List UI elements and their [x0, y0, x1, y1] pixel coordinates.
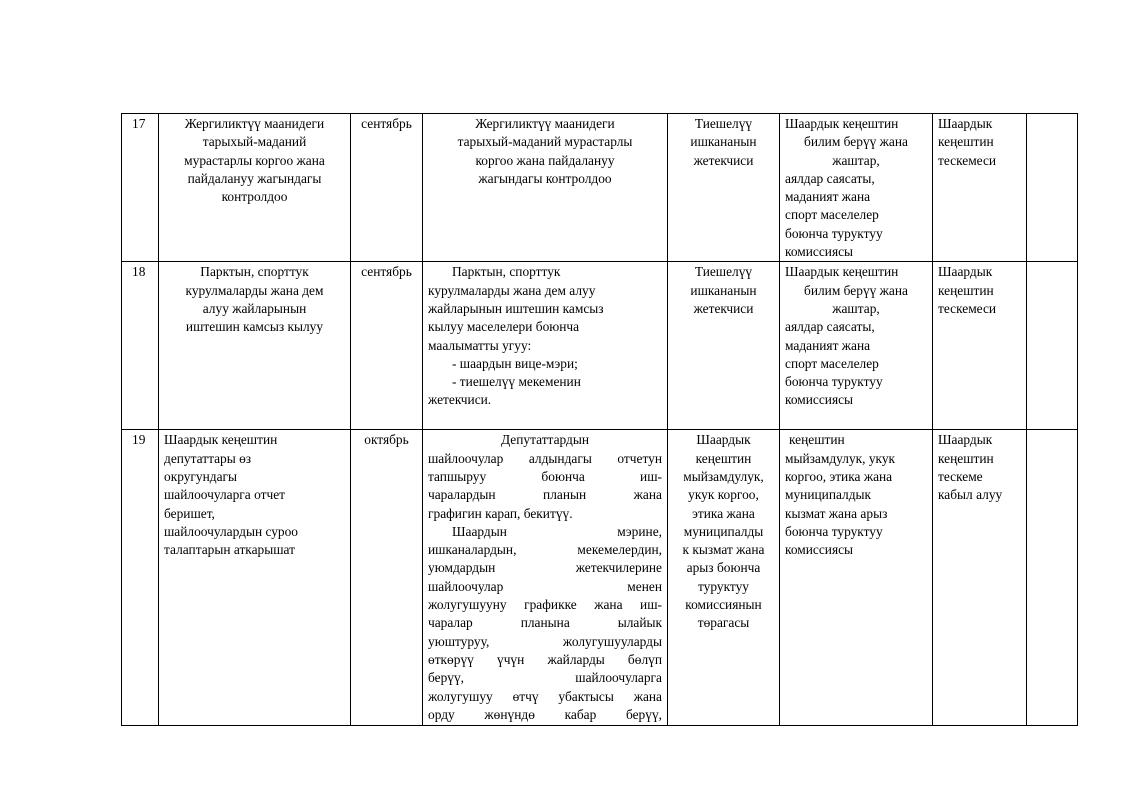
- plan-table: [121, 113, 1078, 726]
- row-number: 19: [122, 430, 159, 726]
- responsible-cell: Тиешелүү ишкананын жетекчиси: [668, 114, 780, 262]
- empty-cell: [1027, 262, 1078, 430]
- row-number: 17: [122, 114, 159, 262]
- table-row: [122, 262, 1078, 430]
- row-number: 18: [122, 262, 159, 430]
- commission-cell: кеңештин мыйзамдулук, укук коргоо, этика жана муниципалдык кызмат жана арыз боюнча туруктуу комиссиясы: [780, 430, 933, 726]
- outcome-cell: Шаардык кеңештин тескемеси: [933, 262, 1027, 430]
- content-cell: Депутаттардын шайлоочулар алдындагы отчетун тапшыруу боюнча иш- чаралардын планын жана графигин карап, бекитүү. Шаардын мэрине, ишканалардын, мекемелердин, уюмдардын жетекчилерине шайлоочулар менен жолугушууну графикке жана иш- чаралар планына ылайык уюштуруу, жолугушууларды өткөрүү үчүн жайларды бөлүп берүү, шайлоочуларга жолугушуу өтчү убактысы жана орду жөнүндө кабар берүү,: [423, 430, 668, 726]
- responsible-cell: Шаардык кеңештин мыйзамдулук, укук коргоо, этика жана муниципалды к кызмат жана арыз боюнча туруктуу комиссиянын төрагасы: [668, 430, 780, 726]
- commission-cell: Шаардык кеңештин билим берүү жана жаштар, аялдар саясаты, маданият жана спорт маселелер боюнча туруктуу комиссиясы: [780, 262, 933, 430]
- responsible-cell: Тиешелүү ишкананын жетекчиси: [668, 262, 780, 430]
- event-name-cell: Шаардык кеңештин депутаттары өз округундагы шайлоочуларга отчет беришет, шайлоочулардын суроо талаптарын аткарышат: [159, 430, 351, 726]
- outcome-cell: Шаардык кеңештин тескемеси: [933, 114, 1027, 262]
- commission-cell: Шаардык кеңештин билим берүү жана жаштар, аялдар саясаты, маданият жана спорт маселелер боюнча туруктуу комиссиясы: [780, 114, 933, 262]
- empty-cell: [1027, 114, 1078, 262]
- content-cell: Жергиликтүү маанидеги тарыхый-маданий мурастарлы коргоо жана пайдалануу жагындагы контролдоо: [423, 114, 668, 262]
- month-cell: октябрь: [351, 430, 423, 726]
- event-name-cell: Парктын, спорттук курулмаларды жана дем алуу жайларынын иштешин камсыз кылуу: [159, 262, 351, 430]
- month-cell: сентябрь: [351, 114, 423, 262]
- empty-cell: [1027, 430, 1078, 726]
- content-cell: Парктын, спорттук курулмаларды жана дем алуу жайларынын иштешин камсыз кылуу маселелери боюнча маалыматты угуу: - шаардын вице-мэри; - тиешелүү мекеменин жетекчиси.: [423, 262, 668, 430]
- event-name-cell: Жергиликтүү маанидеги тарыхый-маданий мурастарлы коргоо жана пайдалануу жагындагы контролдоо: [159, 114, 351, 262]
- month-cell: сентябрь: [351, 262, 423, 430]
- outcome-cell: Шаардык кеңештин тескеме кабыл алуу: [933, 430, 1027, 726]
- table-row: [122, 430, 1078, 726]
- table-row: [122, 114, 1078, 262]
